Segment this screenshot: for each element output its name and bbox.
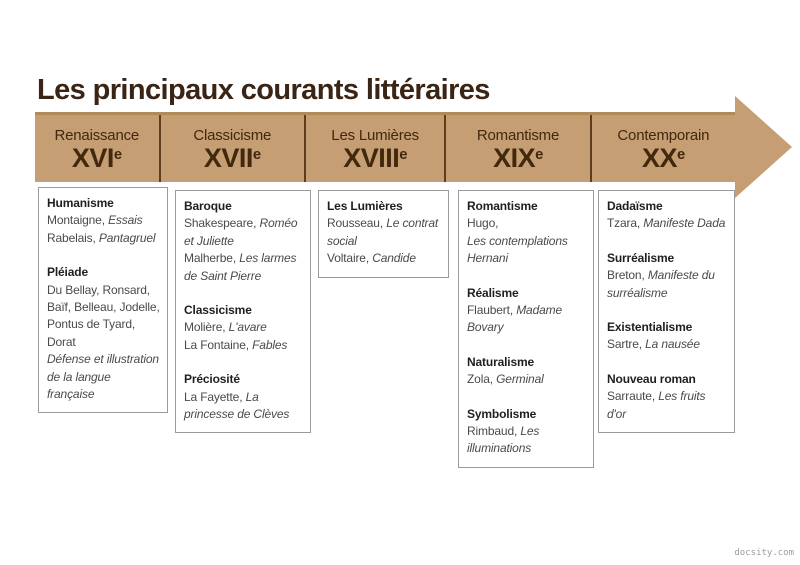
author-name: Sarraute,	[607, 389, 659, 404]
work-title: Le contrat social	[327, 216, 439, 248]
work-title: Les illuminations	[467, 423, 540, 456]
century-superscript: e	[676, 146, 685, 163]
movement-entry	[607, 336, 727, 353]
timeline-period-les-lumieres	[304, 115, 444, 182]
period-century	[204, 144, 261, 172]
author-name: Tzara,	[607, 216, 644, 231]
timeline-period-classicisme	[159, 115, 304, 182]
work-title: La princesse de Clèves	[184, 389, 290, 421]
movement-dadaisme	[607, 198, 727, 233]
movement-name: Surréalisme	[607, 250, 675, 265]
movement-entry	[47, 351, 160, 403]
movement-entry	[607, 215, 727, 232]
movement-entry	[467, 215, 586, 232]
period-name: Romantisme	[476, 126, 560, 144]
movement-humanisme	[47, 195, 160, 247]
work-title: Hernani	[467, 251, 508, 266]
author-name: Montaigne,	[47, 213, 109, 228]
timeline-arrowhead	[735, 96, 792, 198]
movement-name: Symbolisme	[467, 406, 537, 421]
century-numeral: XIX	[493, 142, 536, 173]
movement-name: Baroque	[184, 199, 232, 213]
work-title: L'avare	[228, 320, 267, 335]
century-superscript: e	[535, 146, 543, 163]
work-title: Madame Bovary	[467, 302, 562, 335]
movement-name: Classicisme	[184, 302, 252, 317]
work-title: Les fruits d'or	[607, 389, 706, 421]
work-title: Candide	[372, 251, 416, 266]
movement-preciosite	[184, 371, 303, 423]
author-name: Zola,	[467, 372, 497, 387]
author-name: Breton,	[607, 268, 648, 283]
movement-name: Dadaïsme	[607, 199, 663, 213]
movement-entry	[184, 250, 303, 285]
movement-entry	[467, 302, 586, 337]
work-title: Les contemplations	[467, 233, 568, 248]
period-name: Les Lumières	[331, 126, 419, 144]
watermark-text: docsity.com	[734, 548, 794, 558]
work-title: Germinal	[496, 372, 544, 387]
movement-name: Préciosité	[184, 372, 240, 387]
author-name: Rabelais,	[47, 230, 99, 245]
movement-entry	[607, 388, 727, 423]
movement-name: Pléiade	[47, 265, 88, 280]
movement-entry	[47, 282, 160, 352]
movement-classicisme	[184, 302, 303, 354]
movement-box-romantisme	[458, 190, 594, 468]
movement-entry	[467, 423, 586, 458]
movement-name: Existentialisme	[607, 319, 693, 334]
author-name: Shakespeare,	[184, 216, 260, 231]
period-name: Classicisme	[193, 126, 272, 144]
work-title: Fables	[252, 337, 288, 352]
century-numeral: XVIII	[343, 142, 400, 173]
work-title: Pantagruel	[98, 230, 156, 245]
work-title: Roméo et Juliette	[184, 216, 298, 248]
movement-pleiade	[47, 264, 160, 403]
movement-name: Réalisme	[467, 285, 519, 300]
author-name: La Fayette,	[184, 389, 246, 404]
author-name: Rousseau,	[327, 216, 387, 231]
movement-entry	[607, 267, 727, 302]
work-title: Défense et illustration de la langue française	[47, 352, 159, 401]
movement-realisme	[467, 285, 586, 337]
movement-naturalisme	[467, 354, 586, 389]
period-name: Renaissance	[54, 126, 140, 144]
movement-box-classicisme	[175, 190, 311, 433]
author-name: Flaubert,	[467, 302, 517, 317]
work-title: Manifeste du surréalisme	[607, 268, 715, 300]
movement-entry	[184, 389, 303, 424]
movement-name: Nouveau roman	[607, 371, 696, 386]
century-numeral: XVII	[203, 142, 253, 173]
movement-entry	[467, 371, 586, 388]
author-name: Malherbe,	[184, 251, 240, 266]
movement-entry	[184, 319, 303, 336]
century-superscript: e	[252, 146, 261, 163]
author-name: Du Bellay, Ronsard, Baïf, Belleau, Jodelle, Pontus de Tyard, Dorat	[47, 282, 160, 349]
author-name: Hugo,	[467, 216, 499, 231]
movement-romantisme	[467, 198, 586, 268]
timeline-period-contemporain	[590, 115, 735, 182]
movement-entry	[47, 212, 160, 229]
timeline-period-renaissance	[35, 115, 159, 182]
work-title: Essais	[108, 213, 143, 228]
work-title: La nausée	[645, 337, 700, 352]
author-name: La Fontaine,	[184, 337, 253, 352]
century-numeral: XX	[641, 142, 677, 173]
author-name: Voltaire,	[327, 251, 373, 266]
movement-entry	[327, 215, 441, 250]
movement-existentialisme	[607, 319, 727, 354]
movement-name: Les Lumières	[327, 199, 403, 213]
century-superscript: e	[399, 146, 408, 163]
page-title: Les principaux courants littéraires	[37, 74, 490, 107]
movement-name: Humanisme	[47, 196, 114, 210]
timeline-period-romantisme	[444, 115, 589, 182]
movement-name: Romantisme	[467, 199, 538, 213]
movement-baroque	[184, 198, 303, 285]
century-superscript: e	[113, 146, 122, 163]
movement-box-contemporain	[598, 190, 735, 433]
timeline-arrow-band	[35, 112, 735, 182]
author-name: Molière,	[184, 320, 229, 335]
movement-name: Naturalisme	[467, 354, 535, 369]
movement-symbolisme	[467, 406, 586, 458]
work-title: Les larmes de Saint Pierre	[184, 251, 297, 283]
author-name: Rimbaud,	[467, 423, 521, 438]
movement-entry	[184, 215, 303, 250]
movement-entry	[467, 250, 586, 267]
movement-box-renaissance	[38, 187, 168, 413]
century-numeral: XVI	[71, 142, 114, 173]
movement-entry	[47, 230, 160, 247]
movement-les-lumieres	[327, 198, 441, 268]
movement-entry	[327, 250, 441, 267]
author-name: Sartre,	[607, 337, 646, 352]
movement-surrealisme	[607, 250, 727, 302]
period-century	[493, 144, 543, 172]
movement-entry	[184, 337, 303, 354]
period-century	[72, 144, 122, 172]
period-century	[642, 144, 685, 172]
movement-entry	[467, 233, 586, 250]
period-century	[343, 144, 407, 172]
work-title: Manifeste Dada	[643, 216, 726, 231]
period-name: Contemporain	[617, 126, 710, 144]
movement-box-les-lumieres	[318, 190, 449, 278]
movement-nouveau-roman	[607, 371, 727, 423]
